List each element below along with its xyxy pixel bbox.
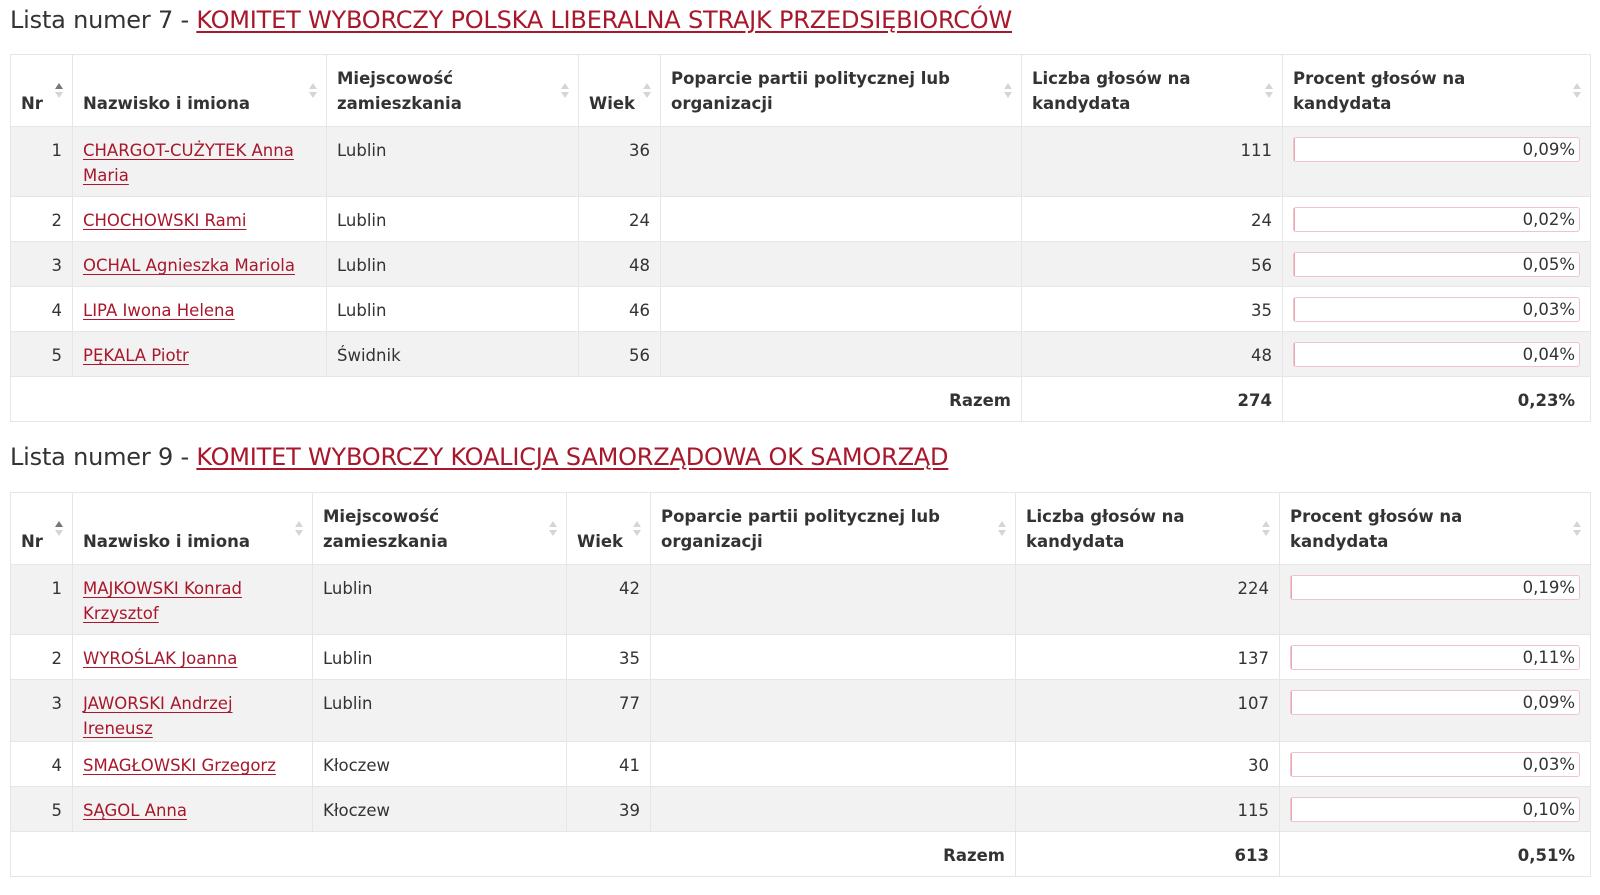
cell-age: 77 bbox=[567, 680, 651, 742]
sort-arrows-icon bbox=[55, 81, 63, 101]
cell-city: Lublin bbox=[327, 242, 579, 287]
cell-name bbox=[73, 197, 327, 242]
sort-arrows-icon bbox=[549, 519, 557, 539]
cell-percent bbox=[1283, 332, 1591, 377]
cell-name bbox=[73, 787, 313, 832]
column-header-votes[interactable]: Liczba głosów na kandydata bbox=[1022, 55, 1283, 127]
table-row bbox=[11, 127, 1591, 197]
sort-arrows-icon bbox=[1573, 81, 1581, 101]
column-header-age[interactable]: Wiek bbox=[567, 493, 651, 565]
cell-votes: 115 bbox=[1016, 787, 1280, 832]
cell-name bbox=[73, 680, 313, 742]
percent-bar bbox=[1290, 752, 1580, 777]
sort-arrows-icon bbox=[295, 519, 303, 539]
cell-percent bbox=[1283, 242, 1591, 287]
list-heading bbox=[10, 6, 1012, 34]
column-header-nr[interactable]: Nr bbox=[11, 55, 73, 127]
cell-name bbox=[73, 287, 327, 332]
percent-value: 0,09% bbox=[1522, 693, 1575, 712]
table-row bbox=[11, 787, 1591, 832]
committee-link[interactable]: KOMITET WYBORCZY KOALICJA SAMORZĄDOWA OK SAMORZĄD bbox=[196, 443, 949, 471]
candidate-link[interactable]: WYROŚLAK Joanna bbox=[83, 649, 238, 668]
total-label: Razem bbox=[11, 377, 1022, 422]
table-row bbox=[11, 742, 1591, 787]
sort-arrows-icon bbox=[561, 81, 569, 101]
cell-nr: 3 bbox=[11, 242, 73, 287]
percent-bar bbox=[1293, 207, 1580, 232]
list-number-label: Lista numer 7 - bbox=[10, 6, 197, 34]
percent-value: 0,05% bbox=[1522, 255, 1575, 274]
cell-percent bbox=[1283, 197, 1591, 242]
cell-votes: 30 bbox=[1016, 742, 1280, 787]
cell-support bbox=[651, 742, 1016, 787]
cell-city: Lublin bbox=[327, 127, 579, 197]
cell-age: 42 bbox=[567, 565, 651, 635]
total-row bbox=[11, 832, 1591, 877]
cell-support bbox=[661, 332, 1022, 377]
percent-value: 0,03% bbox=[1522, 755, 1575, 774]
candidates-table bbox=[10, 54, 1591, 422]
total-percent: 0,51% bbox=[1280, 832, 1591, 877]
cell-support bbox=[651, 787, 1016, 832]
candidate-link[interactable]: PĘKALA Piotr bbox=[83, 346, 189, 365]
cell-support bbox=[661, 197, 1022, 242]
cell-city: Lublin bbox=[327, 287, 579, 332]
table-row bbox=[11, 197, 1591, 242]
percent-value: 0,11% bbox=[1522, 648, 1575, 667]
cell-city: Świdnik bbox=[327, 332, 579, 377]
cell-nr: 2 bbox=[11, 635, 73, 680]
cell-votes: 48 bbox=[1022, 332, 1283, 377]
cell-percent bbox=[1283, 287, 1591, 332]
cell-age: 46 bbox=[579, 287, 661, 332]
total-row bbox=[11, 377, 1591, 422]
table-row bbox=[11, 565, 1591, 635]
candidate-link[interactable]: CHOCHOWSKI Rami bbox=[83, 211, 247, 230]
column-header-support[interactable]: Poparcie partii politycznej lub organizacji bbox=[651, 493, 1016, 565]
percent-value: 0,02% bbox=[1522, 210, 1575, 229]
table-row bbox=[11, 242, 1591, 287]
candidates-table bbox=[10, 492, 1591, 877]
cell-age: 41 bbox=[567, 742, 651, 787]
candidate-link[interactable]: MAJKOWSKI Konrad Krzysztof bbox=[83, 579, 242, 623]
column-header-city[interactable]: Miejscowość zamieszkania bbox=[313, 493, 567, 565]
percent-bar bbox=[1293, 137, 1580, 162]
candidate-link[interactable]: SMAGŁOWSKI Grzegorz bbox=[83, 756, 276, 775]
cell-name bbox=[73, 742, 313, 787]
cell-name bbox=[73, 127, 327, 197]
table-header-row bbox=[11, 493, 1591, 565]
percent-bar bbox=[1290, 645, 1580, 670]
cell-age: 24 bbox=[579, 197, 661, 242]
sort-arrows-icon bbox=[643, 81, 651, 101]
column-header-votes[interactable]: Liczba głosów na kandydata bbox=[1016, 493, 1280, 565]
sort-arrows-icon bbox=[633, 519, 641, 539]
cell-support bbox=[651, 565, 1016, 635]
column-header-name[interactable]: Nazwisko i imiona bbox=[73, 493, 313, 565]
cell-name bbox=[73, 242, 327, 287]
cell-percent bbox=[1280, 565, 1591, 635]
sort-arrows-icon bbox=[998, 519, 1006, 539]
sort-arrows-icon bbox=[1004, 81, 1012, 101]
cell-nr: 4 bbox=[11, 287, 73, 332]
percent-bar bbox=[1290, 797, 1580, 822]
cell-age: 39 bbox=[567, 787, 651, 832]
cell-percent bbox=[1280, 787, 1591, 832]
list-number-label: Lista numer 9 - bbox=[10, 443, 197, 471]
column-header-name[interactable]: Nazwisko i imiona bbox=[73, 55, 327, 127]
cell-nr: 1 bbox=[11, 565, 73, 635]
cell-support bbox=[661, 287, 1022, 332]
table-row bbox=[11, 635, 1591, 680]
total-label: Razem bbox=[11, 832, 1016, 877]
cell-city: Lublin bbox=[313, 635, 567, 680]
cell-name bbox=[73, 635, 313, 680]
cell-nr: 1 bbox=[11, 127, 73, 197]
sort-arrows-icon bbox=[309, 81, 317, 101]
column-header-nr[interactable]: Nr bbox=[11, 493, 73, 565]
table-row bbox=[11, 332, 1591, 377]
total-votes: 613 bbox=[1016, 832, 1280, 877]
cell-nr: 4 bbox=[11, 742, 73, 787]
cell-city: Lublin bbox=[313, 565, 567, 635]
column-header-age[interactable]: Wiek bbox=[579, 55, 661, 127]
percent-bar bbox=[1290, 575, 1580, 600]
total-percent: 0,23% bbox=[1283, 377, 1591, 422]
cell-support bbox=[651, 680, 1016, 742]
percent-bar bbox=[1293, 252, 1580, 277]
cell-name bbox=[73, 565, 313, 635]
cell-city: Kłoczew bbox=[313, 742, 567, 787]
cell-percent bbox=[1280, 742, 1591, 787]
sort-arrows-icon bbox=[1262, 519, 1270, 539]
cell-votes: 224 bbox=[1016, 565, 1280, 635]
cell-support bbox=[661, 242, 1022, 287]
list-heading bbox=[10, 443, 948, 471]
percent-value: 0,19% bbox=[1522, 578, 1575, 597]
cell-votes: 107 bbox=[1016, 680, 1280, 742]
candidate-link[interactable]: LIPA Iwona Helena bbox=[83, 301, 235, 320]
column-header-support[interactable]: Poparcie partii politycznej lub organizacji bbox=[661, 55, 1022, 127]
candidate-link[interactable]: JAWORSKI Andrzej Ireneusz bbox=[83, 694, 233, 738]
cell-nr: 2 bbox=[11, 197, 73, 242]
cell-support bbox=[661, 127, 1022, 197]
column-header-city[interactable]: Miejscowość zamieszkania bbox=[327, 55, 579, 127]
cell-votes: 24 bbox=[1022, 197, 1283, 242]
table-row bbox=[11, 287, 1591, 332]
table-header-row bbox=[11, 55, 1591, 127]
sort-arrows-icon bbox=[1573, 519, 1581, 539]
percent-value: 0,04% bbox=[1522, 345, 1575, 364]
cell-votes: 56 bbox=[1022, 242, 1283, 287]
cell-votes: 35 bbox=[1022, 287, 1283, 332]
cell-city: Lublin bbox=[313, 680, 567, 742]
cell-age: 48 bbox=[579, 242, 661, 287]
cell-nr: 3 bbox=[11, 680, 73, 742]
cell-percent bbox=[1280, 635, 1591, 680]
cell-name bbox=[73, 332, 327, 377]
column-header-percent[interactable]: Procent głosów na kandydata bbox=[1283, 55, 1591, 127]
candidate-link[interactable]: OCHAL Agnieszka Mariola bbox=[83, 256, 295, 275]
percent-value: 0,09% bbox=[1522, 140, 1575, 159]
cell-support bbox=[651, 635, 1016, 680]
table-row bbox=[11, 680, 1591, 742]
total-votes: 274 bbox=[1022, 377, 1283, 422]
cell-percent bbox=[1283, 127, 1591, 197]
candidate-link[interactable]: SĄGOL Anna bbox=[83, 801, 187, 820]
cell-age: 35 bbox=[567, 635, 651, 680]
percent-bar bbox=[1293, 297, 1580, 322]
percent-value: 0,10% bbox=[1522, 800, 1575, 819]
percent-bar bbox=[1290, 690, 1580, 715]
cell-votes: 111 bbox=[1022, 127, 1283, 197]
cell-nr: 5 bbox=[11, 332, 73, 377]
committee-link[interactable]: KOMITET WYBORCZY POLSKA LIBERALNA STRAJK PRZEDSIĘBIORCÓW bbox=[196, 6, 1013, 34]
cell-city: Lublin bbox=[327, 197, 579, 242]
sort-arrows-icon bbox=[55, 519, 63, 539]
cell-age: 56 bbox=[579, 332, 661, 377]
cell-age: 36 bbox=[579, 127, 661, 197]
cell-nr: 5 bbox=[11, 787, 73, 832]
sort-arrows-icon bbox=[1265, 81, 1273, 101]
percent-value: 0,03% bbox=[1522, 300, 1575, 319]
percent-bar bbox=[1293, 342, 1580, 367]
cell-percent bbox=[1280, 680, 1591, 742]
candidate-link[interactable]: CHARGOT-CUŻYTEK Anna Maria bbox=[83, 141, 294, 185]
cell-votes: 137 bbox=[1016, 635, 1280, 680]
cell-city: Kłoczew bbox=[313, 787, 567, 832]
column-header-percent[interactable]: Procent głosów na kandydata bbox=[1280, 493, 1591, 565]
